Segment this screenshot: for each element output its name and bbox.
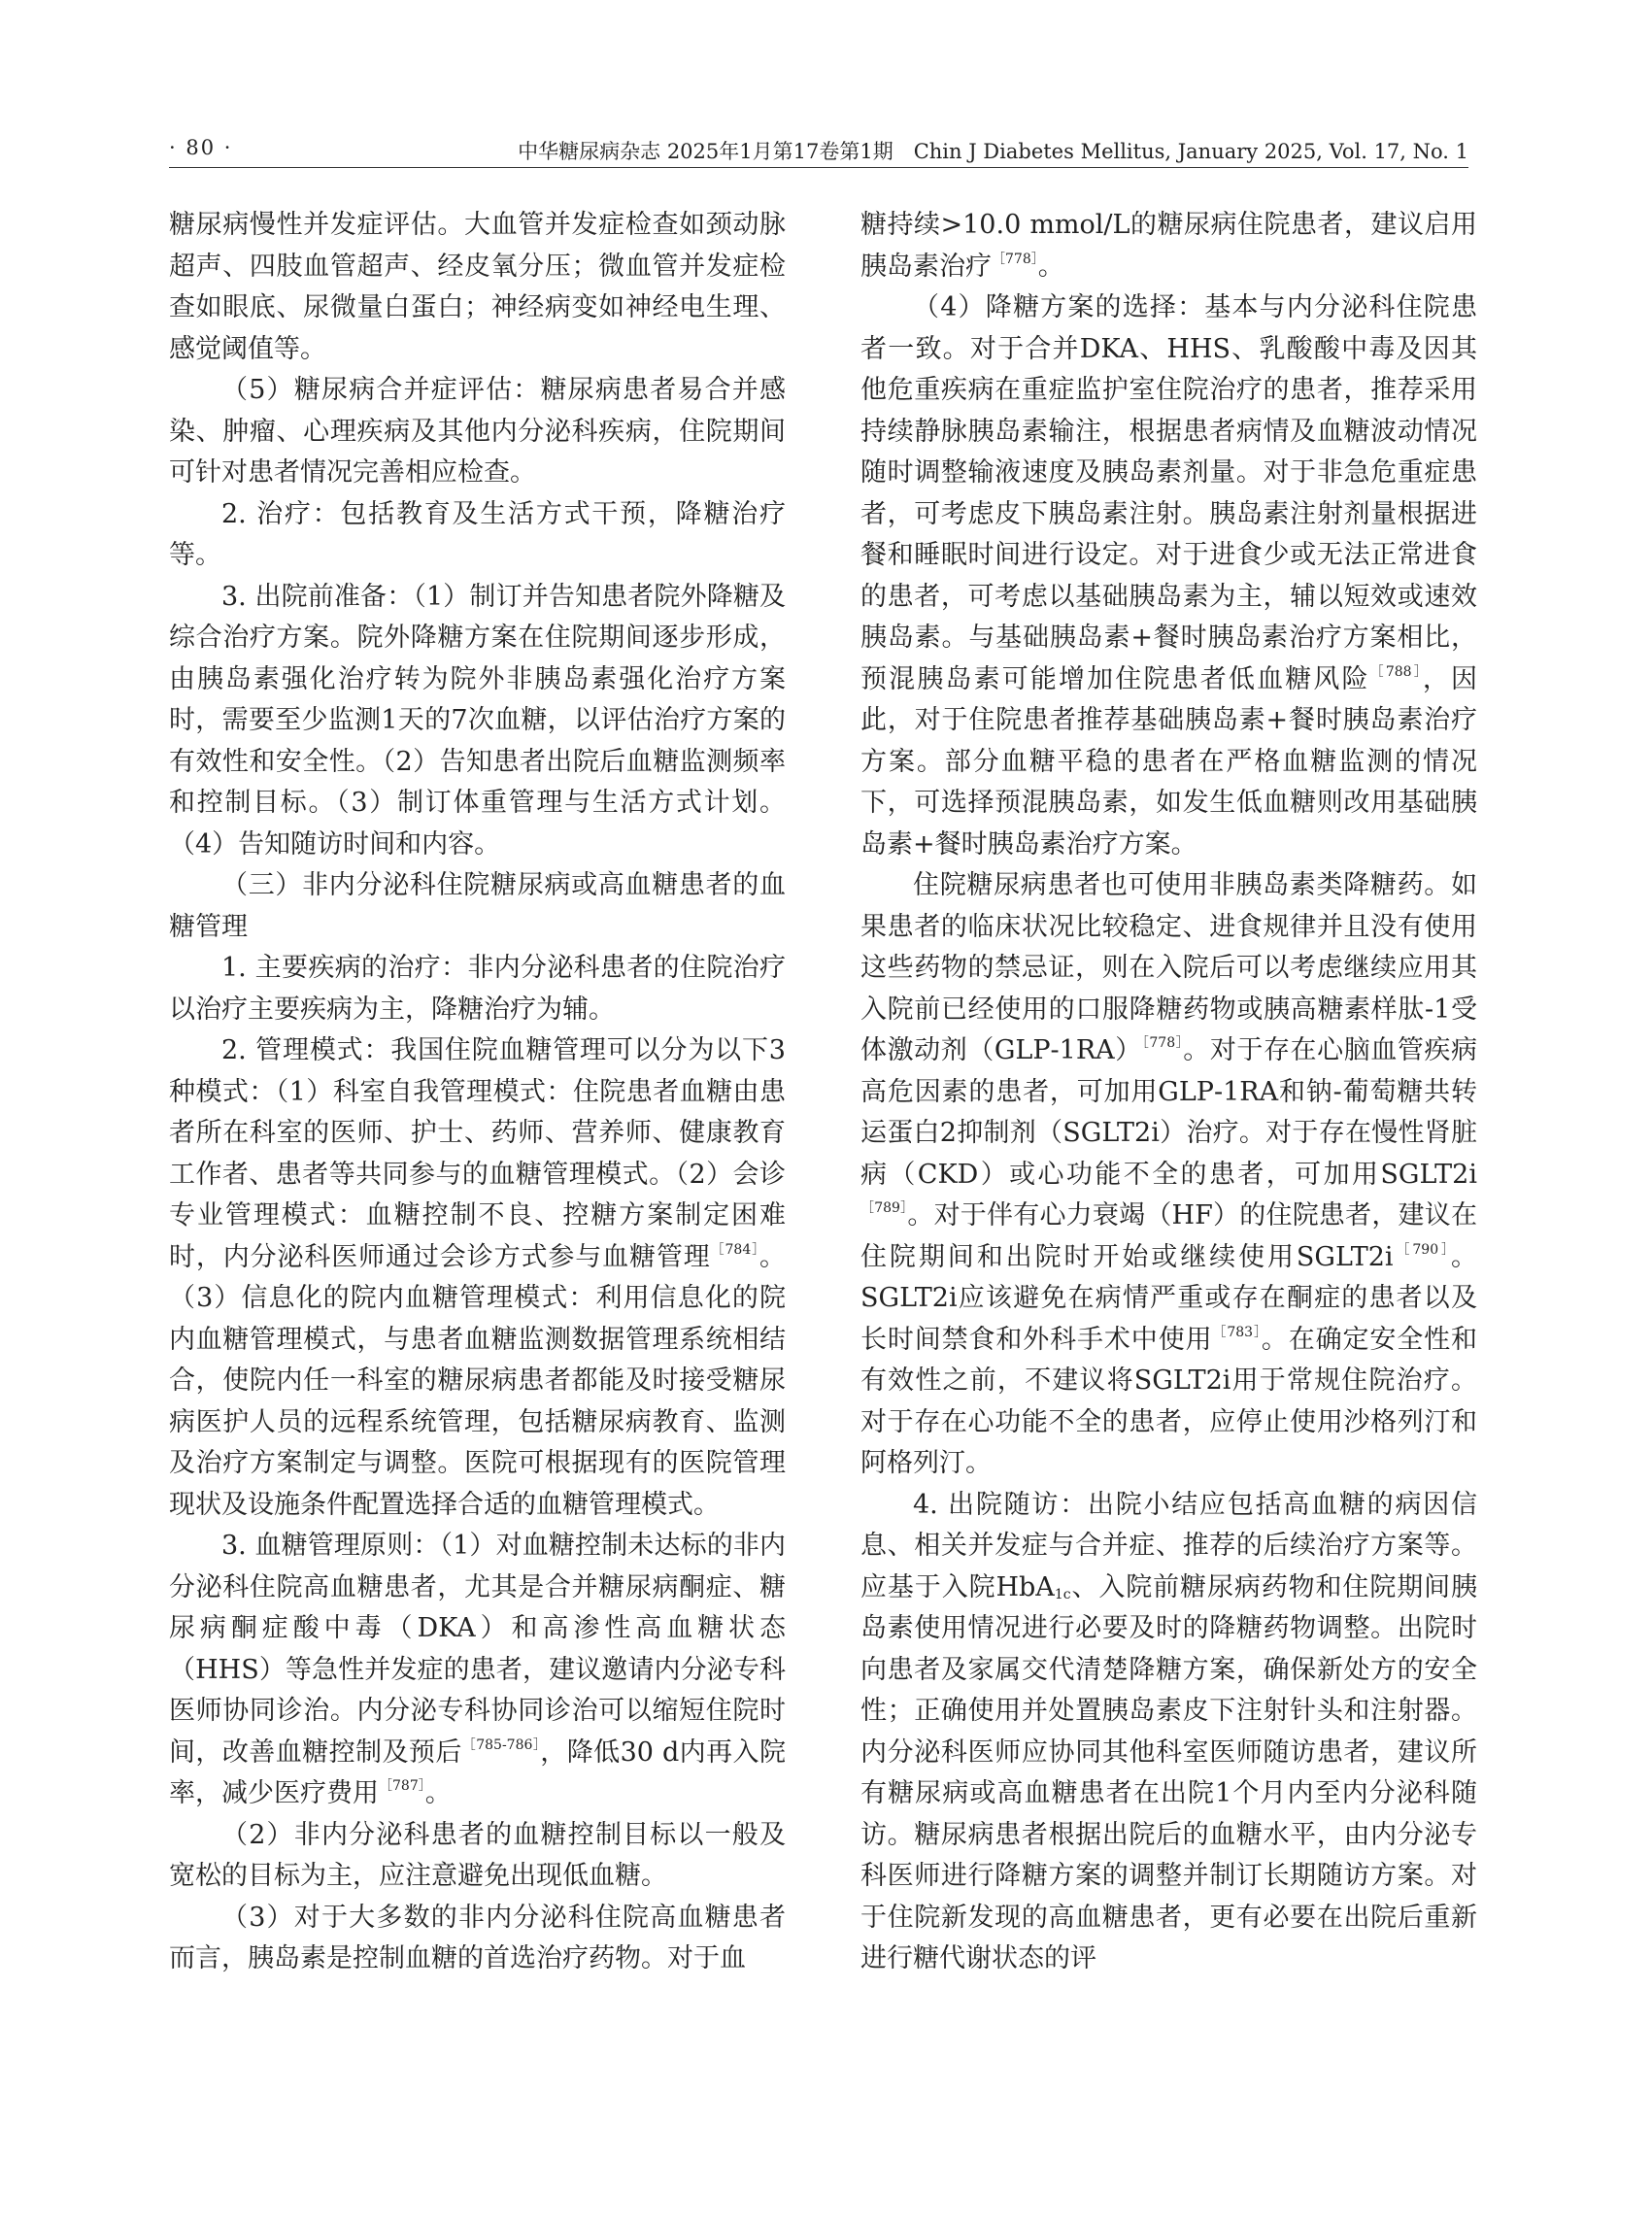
page-number: · 80 · — [169, 136, 233, 159]
paragraph-regimen-choice — [860, 287, 1477, 865]
citation-ref: ［787］ — [379, 1778, 425, 1794]
subscript: 1c — [1054, 1586, 1071, 1602]
citation-ref: ［778］ — [1141, 1035, 1184, 1051]
left-column — [169, 205, 786, 1980]
text-run: 。 — [424, 1778, 452, 1808]
paragraph-management-principles — [169, 1526, 786, 1815]
text-run: 。 — [1037, 251, 1064, 282]
text-run: ，降低30 d内再入院率，减少医疗费用 — [169, 1736, 786, 1808]
right-column — [860, 205, 1477, 1980]
text-run: 、入院前糖尿病药物和住院期间胰岛素使用情况进行必要及时的降糖药物调整。出院时向患者及家属交代清楚降糖方案，确保新处方的安全性；正确使用并处置胰岛素皮下注射针头和注射器。内分泌科医师应协同其他科室医师随访患者，建议所有糖尿病或高血糖患者在出院1个月内至内分泌科随访。糖尿病患者根据出院后的血糖水平，由内分泌专科医师进行降糖方案的调整并制订长期随访方案。对于住院新发现的高血糖患者，更有必要在出院后重新进行糖代谢状态的评 — [860, 1571, 1478, 1973]
text-run: 4. 出院随访：出院小结应包括高血糖的病因信息、相关并发症与合并症、推荐的后续治疗方案等。应基于入院HbA — [860, 1489, 1477, 1602]
text-run: 。对于伴有心力衰竭（HF）的住院患者，建议在住院期间和出院时开始或继续使用SGLT2i — [860, 1200, 1477, 1272]
paragraph-discharge-followup — [860, 1485, 1477, 1980]
text-run: ，因此，对于住院患者推荐基础胰岛素+餐时胰岛素治疗方案。部分血糖平稳的患者在严格血糖监测的情况下，可选择预混胰岛素，如发生低血糖则改用基础胰岛素+餐时胰岛素治疗方案。 — [860, 663, 1477, 860]
paragraph-main-disease: 1. 主要疾病的治疗：非内分泌科患者的住院治疗以治疗主要疾病为主，降糖治疗为辅。 — [169, 953, 786, 1025]
text-run: 。SGLT2i应该避免在病情严重或存在酮症的患者以及长时间禁食和外科手术中使用 — [860, 1241, 1477, 1355]
paragraph-insulin-start — [860, 205, 1477, 287]
text-run: 。在确定安全性和有效性之前，不建议将SGLT2i用于常规住院治疗。对于存在心功能不全的患者，应停止使用沙格列汀和阿格列汀。 — [860, 1324, 1478, 1478]
text-run: （4）降糖方案的选择：基本与内分泌科住院患者一致。对于合并DKA、HHS、乳酸酸中毒及因其他危重疾病在重症监护室住院治疗的患者，推荐采用持续静脉胰岛素输注，根据患者病情及血糖波动情况随时调整输液速度及胰岛素剂量。对于非急危重症患者，可考虑皮下胰岛素注射。胰岛素注射剂量根据进餐和睡眠时间进行设定。对于进食少或无法正常进食的患者，可考虑以基础胰岛素为主，辅以短效或速效胰岛素。与基础胰岛素+餐时胰岛素治疗方案相比，预混胰岛素可能增加住院患者低血糖风险 — [860, 292, 1477, 694]
paragraph-non-insulin-drugs — [860, 865, 1477, 1485]
citation-ref: ［790］ — [1393, 1241, 1451, 1258]
section-heading-non-endocrine: （三）非内分泌科住院糖尿病或高血糖患者的血糖管理 — [169, 870, 786, 942]
paragraph-insulin-first: （3）对于大多数的非内分泌科住院高血糖患者而言，胰岛素是控制血糖的首选治疗药物。对于血 — [169, 1902, 786, 1973]
text-run: 3. 血糖管理原则：（1）对血糖控制未达标的非内分泌科住院高血糖患者，尤其是合并糖尿病酮症、糖尿病酮症酸中毒（DKA）和高渗性高血糖状态（HHS）等急性并发症的患者，建议邀请内分泌专科医师协同诊治。内分泌专科协同诊治可以缩短住院时间，改善血糖控制及预后 — [169, 1531, 786, 1768]
citation-ref: ［784］ — [710, 1241, 759, 1258]
text-run: 2. 管理模式：我国住院血糖管理可以分为以下3种模式：（1）科室自我管理模式：住院患者血糖由患者所在科室的医师、护士、药师、营养师、健康教育工作者、患者等共同参与的血糖管理模式。（2）会诊专业管理模式：血糖控制不良、控糖方案制定困难时，内分泌科医师通过会诊方式参与血糖管理 — [169, 1035, 786, 1272]
citation-ref: ［778］ — [992, 251, 1038, 267]
text-run: 住院糖尿病患者也可使用非胰岛素类降糖药。如果患者的临床状况比较稳定、进食规律并且没有使用这些药物的禁忌证，则在入院后可以考虑继续应用其入院前已经使用的口服降糖药物或胰高糖素样肽‑1受体激动剂（GLP‑1RA） — [860, 870, 1477, 1065]
paragraph-chronic-complications: 糖尿病慢性并发症评估。大血管并发症检查如颈动脉超声、四肢血管超声、经皮氧分压；微血管并发症检查如眼底、尿微量白蛋白；神经病变如神经电生理、感觉阈值等。 — [169, 210, 786, 364]
paragraph-comorbidity: （5）糖尿病合并症评估：糖尿病患者易合并感染、肿瘤、心理疾病及其他内分泌科疾病，住院期间可针对患者情况完善相应检查。 — [169, 375, 786, 488]
text-run: 。对于存在心脑血管疾病高危因素的患者，可加用GLP‑1RA和钠‑葡萄糖共转运蛋白2抑制剂（SGLT2i）治疗。对于存在慢性肾脏病（CKD）或心功能不全的患者，可加用SGLT2i — [860, 1035, 1477, 1190]
citation-ref: ［783］ — [1212, 1324, 1262, 1340]
paragraph-glucose-target: （2）非内分泌科患者的血糖控制目标以一般及宽松的目标为主，应注意避免出现低血糖。 — [169, 1819, 786, 1891]
citation-ref: ［788］ — [1369, 663, 1423, 680]
paragraph-management-mode — [169, 1030, 786, 1526]
text-run: 糖持续>10.0 mmol/L的糖尿病住院患者，建议启用胰岛素治疗 — [860, 210, 1477, 282]
paragraph-discharge-prep: 3. 出院前准备：（1）制订并告知患者院外降糖及综合治疗方案。院外降糖方案在住院期间逐步形成，由胰岛素强化治疗转为院外非胰岛素强化治疗方案时，需要至少监测1天的7次血糖，以评估治疗方案的有效性和安全性。（2）告知患者出院后血糖监测频率和控制目标。（3）制订体重管理与生活方式计划。（4）告知随访时间和内容。 — [169, 581, 786, 860]
paragraph-treatment: 2. 治疗：包括教育及生活方式干预，降糖治疗等。 — [169, 498, 786, 570]
citation-ref: ［789］ — [860, 1200, 908, 1216]
running-header — [169, 132, 1468, 168]
journal-citation: 中华糖尿病杂志 2025年1月第17卷第1期 Chin J Diabetes Mellitus, January 2025, Vol. 17, No. 1 — [518, 140, 1468, 163]
citation-ref: ［785‑786］ — [461, 1736, 541, 1753]
text-run: 。（3）信息化的院内血糖管理模式：利用信息化的院内血糖管理模式，与患者血糖监测数据管理系统相结合，使院内任一科室的糖尿病患者都能及时接受糖尿病医护人员的远程系统管理，包括糖尿病教育、监测及治疗方案制定与调整。医院可根据现有的医院管理现状及设施条件配置选择合适的血糖管理模式。 — [169, 1241, 786, 1520]
